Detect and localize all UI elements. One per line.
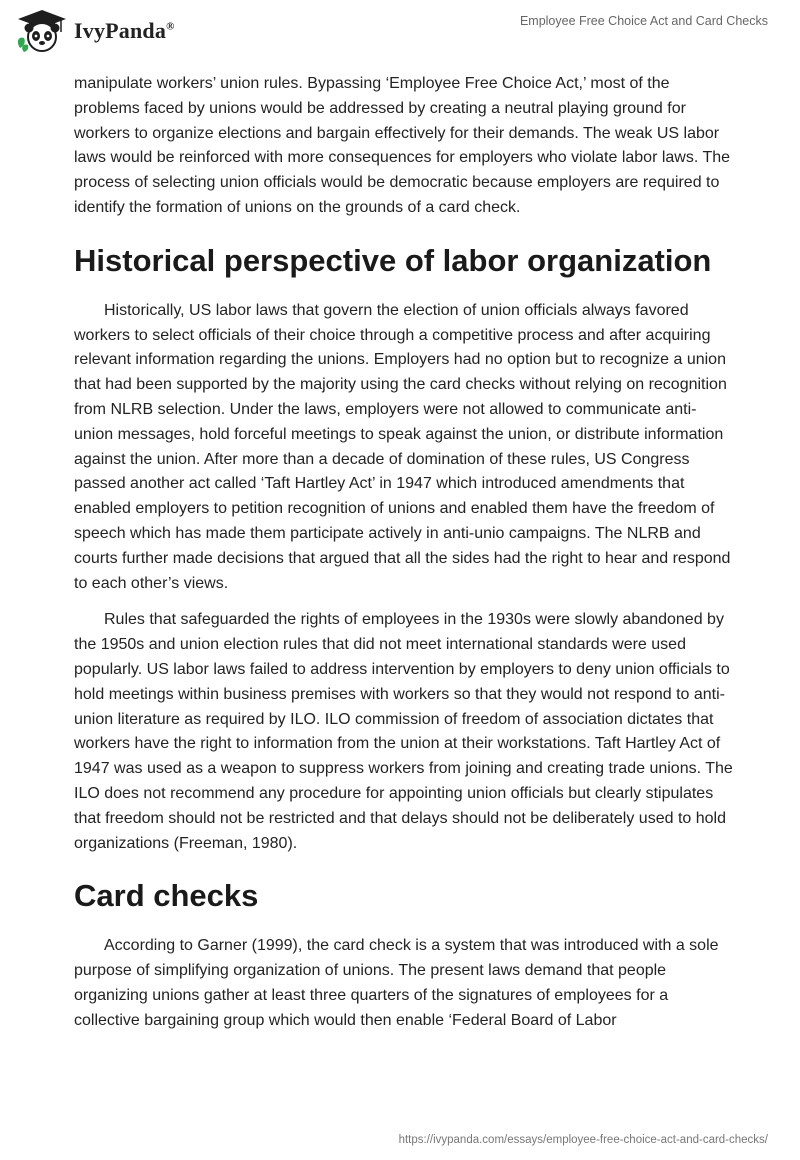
paragraph-history-2: Rules that safeguarded the rights of employees in the 1930s were slowly abandoned by the 1950s and union election rules that did not meet international standards were used popularly. US labor laws failed to address intervention by employers to deny union officials to hold meetings within business premises with workers so that they would not respond to anti-union literature as required by ILO. ILO commission of freedom of association dictates that workers have the right to information from the union at their workstations. Taft Hartley Act of 1947 was used as a weapon to suppress workers from joining and creating trade unions. The ILO does not recommend any procedure for appointing union officials but clearly stipulates that freedom should not be restricted and that delays should not be deliberately used to hold organizations (Freeman, 1980). bbox=[74, 611, 733, 852]
document-title: Employee Free Choice Act and Card Checks bbox=[519, 14, 768, 28]
paragraph-intro: manipulate workers’ union rules. Bypassing ‘Employee Free Choice Act,’ most of the problems faced by unions would be addressed by creating a neutral playing ground for workers to organize elections and bargain effectively for their demands. The weak US labor laws would be reinforced with more consequences for employers who violate labor laws. The process of selecting union officials would be democratic because employers are required to identify the formation of unions on the grounds of a card check. bbox=[74, 75, 731, 216]
panda-graduate-icon bbox=[14, 8, 70, 54]
ivypanda-logo[interactable] bbox=[14, 8, 175, 54]
source-url-link[interactable]: https://ivypanda.com/essays/employee-free-choice-act-and-card-checks/ bbox=[398, 1134, 768, 1146]
registered-mark: ® bbox=[166, 20, 175, 33]
paragraph-card-checks: According to Garner (1999), the card check is a system that was introduced with a sole purpose of simplifying organization of unions. The present laws demand that people organizing unions gather at least three quarters of the signatures of employees for a collective bargaining group which would then enable ‘Federal Board of Labor bbox=[74, 937, 719, 1029]
article-body bbox=[74, 72, 734, 1046]
section-heading-card-checks: Card checks bbox=[74, 878, 259, 914]
brand-name: IvyPanda® bbox=[74, 18, 175, 43]
page-header bbox=[0, 0, 800, 64]
section-heading-history: Historical perspective of labor organization bbox=[74, 242, 712, 278]
paragraph-history-1: Historically, US labor laws that govern the election of union officials always favored workers to select officials of their choice through a competitive process and after acquiring relevant information regarding the unions. Employers had no option but to recognize a union that had been supported by the majority using the card checks without relying on recognition from NLRB selection. Under the laws, employers were not allowed to communicate anti-union messages, hold forceful meetings to speak against the union, or distribute information against the union. After more than a decade of domination of these rules, US Congress passed another act called ‘Taft Hartley Act’ in 1947 which introduced amendments that enabled employers to petition recognition of unions and enabled them have the freedom of speech which has made them participate actively in anti-unio campaigns. The NLRB and courts further made decisions that argued that all the sides had the right to hear and respond to each other’s views. bbox=[74, 301, 731, 592]
